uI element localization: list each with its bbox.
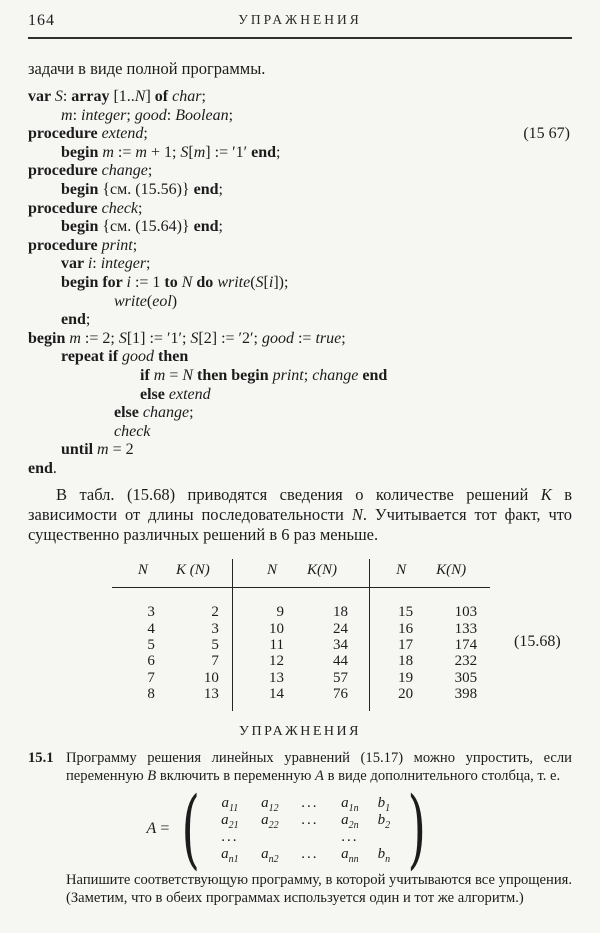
text-segment: procedure (28, 162, 102, 180)
table-cell: 8 (147, 686, 155, 703)
text-segment: К (540, 485, 552, 505)
text-segment: check (101, 199, 139, 217)
text-segment: begin (28, 329, 70, 347)
code-line (28, 293, 572, 312)
exercises-heading: УПРАЖНЕНИЯ (239, 723, 361, 739)
equals-sign: = (156, 819, 170, 837)
table-header-cell: N (137, 562, 148, 579)
table-cell: 15 (398, 604, 414, 621)
matrix-cell-base: a (341, 811, 349, 828)
running-head: УПРАЖНЕНИЯ (238, 12, 362, 27)
text-segment: check (114, 422, 151, 440)
header-rule (28, 37, 572, 39)
text-segment: m (135, 143, 147, 161)
matrix-cell (370, 812, 398, 829)
code-line (28, 460, 572, 479)
text-segment: [ (188, 143, 194, 161)
code-line (28, 348, 572, 367)
code-line (28, 386, 572, 405)
text-segment: repeat if (61, 348, 123, 366)
pascal-program (28, 88, 572, 478)
equation-label-15-68: (15.68) (514, 633, 561, 651)
text-segment: A (315, 767, 324, 784)
text-segment: i (87, 255, 93, 273)
table-cell: 3 (147, 604, 155, 621)
text-segment: array (71, 88, 114, 105)
matrix-cell-base: a (261, 845, 269, 862)
text-segment: B (147, 767, 157, 784)
text-segment: if (140, 366, 154, 384)
text-segment: В табл. (15.68) приводятся сведения о количестве решений (56, 485, 541, 505)
text-segment: good (134, 106, 167, 124)
text-segment: ; (147, 162, 153, 180)
text-segment: else (114, 404, 143, 422)
code-line (28, 144, 572, 163)
text-segment: := (293, 329, 316, 347)
text-segment: change (312, 366, 359, 384)
matrix-cell (330, 846, 370, 863)
matrix-cell-base: a (221, 811, 229, 828)
text-segment: включить в переменную (156, 767, 316, 784)
text-segment: to (164, 273, 182, 291)
code-line (28, 423, 572, 442)
table-group (370, 559, 490, 710)
table-cell: 11 (269, 637, 284, 654)
table-cell: 5 (211, 637, 219, 654)
table-body (370, 588, 490, 702)
table-row (233, 637, 370, 653)
matrix-row (210, 795, 398, 812)
text-segment: ; (143, 125, 148, 143)
text-segment: {см. (15.56)} (102, 180, 194, 198)
text-segment: procedure (28, 236, 102, 254)
matrix-cell (330, 795, 370, 812)
table-cell: 18 (333, 604, 348, 621)
code-line (28, 162, 572, 181)
text-segment: end (251, 143, 276, 161)
text-segment: m (193, 143, 206, 161)
text-segment: of (154, 88, 173, 105)
intro-paragraph: задачи в виде полной программы. (28, 59, 266, 78)
matrix-row (210, 846, 398, 863)
text-segment: i (268, 273, 274, 291)
table-row (233, 670, 370, 686)
code-line (28, 125, 572, 144)
equation-label-15-67: (15 67) (523, 125, 570, 142)
table-cell: 7 (211, 653, 219, 670)
matrix-cell (250, 812, 290, 829)
text-segment: . Учитывается тот факт, что существенно различных решений в 6 раз меньше. (28, 505, 573, 544)
table-header-cell: N (266, 562, 277, 579)
text-segment: begin (61, 218, 103, 236)
text-segment: do (196, 273, 218, 291)
table-cell: 34 (333, 637, 348, 654)
code-line (28, 330, 572, 349)
text-segment: N (351, 505, 363, 525)
text-segment: good (122, 348, 155, 366)
table-row (370, 604, 490, 620)
exercise-text (62, 749, 572, 785)
table-cell: 305 (454, 669, 478, 686)
text-segment: then begin (197, 366, 273, 384)
text-segment: ; (303, 366, 313, 384)
text-segment: ( (250, 273, 256, 291)
matrix-cell-subscript: 2 (385, 819, 391, 831)
table-row (370, 653, 490, 669)
table-header-row (112, 561, 232, 587)
text-segment: [1] := ′1′; (126, 329, 191, 347)
matrix-cell-subscript: nn (348, 853, 359, 865)
matrix-cell-base: a (221, 794, 230, 811)
table-cell: 16 (398, 620, 414, 637)
text-segment: print (272, 366, 304, 384)
matrix-cell-base: a (261, 811, 269, 828)
table-cell: 10 (269, 620, 284, 637)
text-segment: m (97, 441, 109, 459)
matrix-cell-subscript: 2n (348, 819, 359, 831)
text-segment: : (92, 255, 101, 273)
table-cell: 9 (276, 604, 284, 621)
text-segment: extend (168, 385, 211, 403)
text-segment: print (101, 236, 133, 254)
table-group (112, 559, 232, 710)
table-cell: 398 (454, 686, 478, 703)
text-segment: begin (61, 180, 103, 198)
table-header-cell: K (N) (175, 562, 210, 579)
table-row (370, 686, 490, 702)
text-segment: ; (146, 255, 151, 273)
text-segment: end (193, 218, 219, 236)
text-segment: Программу решения линейных уравнений (15.17) можно упростить, если переменную (66, 749, 572, 784)
text-segment: end (28, 459, 53, 477)
matrix-cell (210, 812, 250, 829)
text-segment: S (190, 329, 199, 347)
table-cell: 133 (454, 620, 478, 637)
matrix-cell (370, 846, 398, 863)
matrix-cell-base: a (341, 794, 349, 811)
text-segment: := (113, 143, 136, 161)
table-row (112, 637, 232, 653)
text-segment: good (261, 329, 294, 347)
solutions-note (28, 485, 572, 544)
table-cell: 10 (203, 669, 219, 686)
table-cell: 17 (398, 637, 414, 654)
text-segment: N (134, 88, 146, 105)
code-line (28, 367, 572, 386)
text-segment: S (118, 329, 127, 347)
text-segment: m (102, 143, 114, 161)
code-lines (28, 88, 572, 478)
exercise-15-1 (28, 749, 572, 785)
table-row (233, 604, 370, 620)
matrix-lhs (147, 820, 170, 838)
text-segment: end (362, 366, 388, 384)
table-row (370, 670, 490, 686)
text-segment: ( (146, 292, 153, 310)
table-header-cell: K(N) (307, 562, 337, 579)
table-body (112, 588, 232, 702)
text-segment: m (61, 106, 73, 124)
table-cell: 12 (269, 653, 284, 670)
text-segment: integer (100, 255, 147, 273)
table-cell: 6 (147, 653, 155, 670)
text-segment: ; (138, 199, 143, 217)
text-segment: ] (145, 88, 155, 105)
text-segment: ] := ′1′ (205, 143, 252, 161)
text-segment: ; (189, 404, 194, 422)
text-segment: + 1; (146, 143, 181, 161)
text-segment: true (315, 329, 342, 347)
text-segment: write (114, 292, 147, 310)
matrix-cell (370, 795, 398, 812)
text-segment: ; (85, 311, 91, 329)
table-body (233, 588, 370, 702)
text-segment: S (255, 273, 264, 291)
text-segment: char (172, 88, 202, 105)
text-segment: := 2; (80, 329, 119, 347)
text-segment: then (158, 348, 189, 366)
table-cell: 13 (269, 669, 284, 686)
code-line (28, 311, 572, 330)
matrix-cell (250, 846, 290, 863)
code-line (28, 218, 572, 237)
code-line (28, 237, 572, 256)
text-segment: end (193, 180, 219, 198)
text-segment: [ (263, 273, 269, 291)
text-segment: S (180, 143, 189, 161)
solutions-table (112, 559, 561, 710)
table-cell: 24 (333, 620, 348, 637)
text-segment: := 1 (130, 273, 165, 291)
matrix-grid (208, 795, 400, 863)
table-cell: 76 (333, 686, 348, 703)
code-line (28, 200, 572, 219)
matrix-cell-base: a (341, 845, 349, 862)
table-cell: 7 (147, 669, 155, 686)
table-cell: 13 (203, 686, 219, 703)
text-segment: ; (218, 180, 223, 198)
table-cell: 14 (269, 686, 284, 703)
right-paren: ) (407, 778, 426, 879)
text-segment: ) (171, 292, 178, 310)
table-header-row (370, 561, 490, 587)
table-row (370, 637, 490, 653)
code-line (28, 404, 572, 423)
table-cell: 103 (454, 604, 478, 621)
table-row (112, 604, 232, 620)
matrix-cell (210, 795, 250, 812)
matrix-cell-base: b (377, 811, 386, 828)
table-cell: 19 (398, 669, 414, 686)
text-segment: {см. (15.64)} (102, 218, 194, 236)
table-row (370, 621, 490, 637)
matrix-cell-subscript: n2 (268, 853, 279, 865)
code-line (28, 255, 572, 274)
code-line (28, 107, 572, 126)
matrix-cell: ... (301, 811, 319, 828)
matrix-cell-subscript: 11 (229, 802, 239, 814)
table-group (232, 559, 371, 710)
table-cell: 174 (454, 637, 478, 654)
text-segment: begin for (61, 273, 127, 291)
text-segment: var (28, 88, 55, 105)
text-segment: procedure (28, 199, 102, 217)
text-segment: procedure (28, 125, 102, 143)
text-segment: Boolean (175, 106, 229, 124)
table-header-row (233, 561, 370, 587)
text-segment: ; (201, 88, 206, 105)
table-row (112, 653, 232, 669)
text-segment: until (61, 441, 98, 459)
table-header-cell: N (396, 562, 407, 579)
matrix-cell-subscript: 22 (268, 819, 279, 831)
text-segment: : (62, 88, 72, 105)
text-segment: в виде дополнительного столбца, т. е. (323, 767, 561, 784)
text-segment: в зависимости от длины последовательности (28, 485, 572, 525)
code-line (28, 181, 572, 200)
text-segment: change (101, 162, 148, 180)
text-segment: : (72, 106, 82, 124)
text-segment: end (61, 311, 86, 329)
code-line (28, 441, 572, 460)
code-line (28, 88, 572, 107)
text-segment: ; (341, 329, 346, 347)
text-segment: S (54, 88, 63, 105)
text-segment: [1.. (113, 88, 135, 105)
table-row (233, 653, 370, 669)
text-segment: var (61, 255, 88, 273)
table-row (233, 621, 370, 637)
matrix-symbol: A (146, 819, 157, 837)
text-segment: [2] := ′2′; (198, 329, 262, 347)
text-segment: : (166, 106, 176, 124)
table-cell: 5 (147, 637, 155, 654)
text-segment: ]); (273, 273, 289, 291)
text-segment: write (217, 273, 251, 291)
table-cell: 2 (211, 604, 219, 621)
table-cell: 3 (211, 620, 219, 637)
text-segment: change (142, 404, 190, 422)
text-segment: m (153, 366, 166, 384)
matrix-cell: ... (341, 828, 359, 845)
text-segment: integer (81, 106, 127, 124)
matrix-cell-base: a (261, 794, 269, 811)
matrix-row (210, 829, 398, 846)
closing-paragraph: Напишите соответствующую программу, в которой учитываются все упрощения. (Заметим, что в обеих программах используется один и тот же алгоритм.) (66, 871, 572, 906)
table-cell: 232 (454, 653, 478, 670)
text-segment: ; (126, 106, 135, 124)
table-row (112, 670, 232, 686)
matrix-row (210, 812, 398, 829)
text-segment: ; (276, 143, 281, 161)
matrix-cell-subscript: 1 (385, 802, 391, 814)
text-segment: m (69, 329, 81, 347)
table-cell: 18 (398, 653, 414, 670)
matrix-cell-subscript: n1 (228, 853, 239, 865)
text-segment: ; (228, 106, 234, 124)
matrix-cell-base: b (377, 845, 386, 862)
text-segment: else (140, 385, 169, 403)
table-row (112, 621, 232, 637)
text-segment: ; (132, 236, 138, 254)
text-segment: eol (152, 292, 172, 310)
table-row (112, 686, 232, 702)
matrix-cell-base: b (377, 794, 386, 811)
text-segment: = 2 (108, 441, 134, 459)
matrix-cell-subscript: 1n (348, 802, 359, 814)
table-groups (112, 559, 490, 710)
matrix-cell (330, 812, 370, 829)
matrix-cell-subscript: n (385, 853, 391, 865)
matrix-cell: ... (301, 845, 319, 862)
text-segment: = (165, 366, 183, 384)
text-segment: . (52, 459, 57, 477)
table-cell: 4 (147, 620, 155, 637)
table-cell: 44 (333, 653, 348, 670)
matrix-cell-subscript: 21 (228, 819, 239, 831)
exercise-number: 15.1 (28, 749, 54, 766)
matrix-cell (250, 795, 290, 812)
matrix-cell (210, 846, 250, 863)
matrix-cell: ... (301, 794, 319, 811)
code-line (28, 274, 572, 293)
text-segment: ; (218, 218, 223, 236)
text-segment: N (181, 273, 193, 291)
table-header-cell: K(N) (436, 562, 467, 579)
text-segment: begin (61, 143, 103, 161)
page-number: 164 (28, 12, 55, 29)
text-segment: extend (101, 125, 144, 143)
matrix-cell-base: a (221, 845, 229, 862)
text-segment: N (182, 366, 194, 384)
table-cell: 57 (333, 669, 348, 686)
text-segment: i (126, 273, 131, 291)
matrix-cell-subscript: 12 (268, 802, 279, 814)
table-row (233, 686, 370, 702)
page-header (28, 12, 572, 34)
left-paren: ( (181, 778, 201, 879)
solutions-note-text (28, 485, 572, 543)
matrix-equation (8, 778, 572, 879)
matrix-cell: ... (221, 828, 239, 845)
table-cell: 20 (398, 686, 414, 703)
